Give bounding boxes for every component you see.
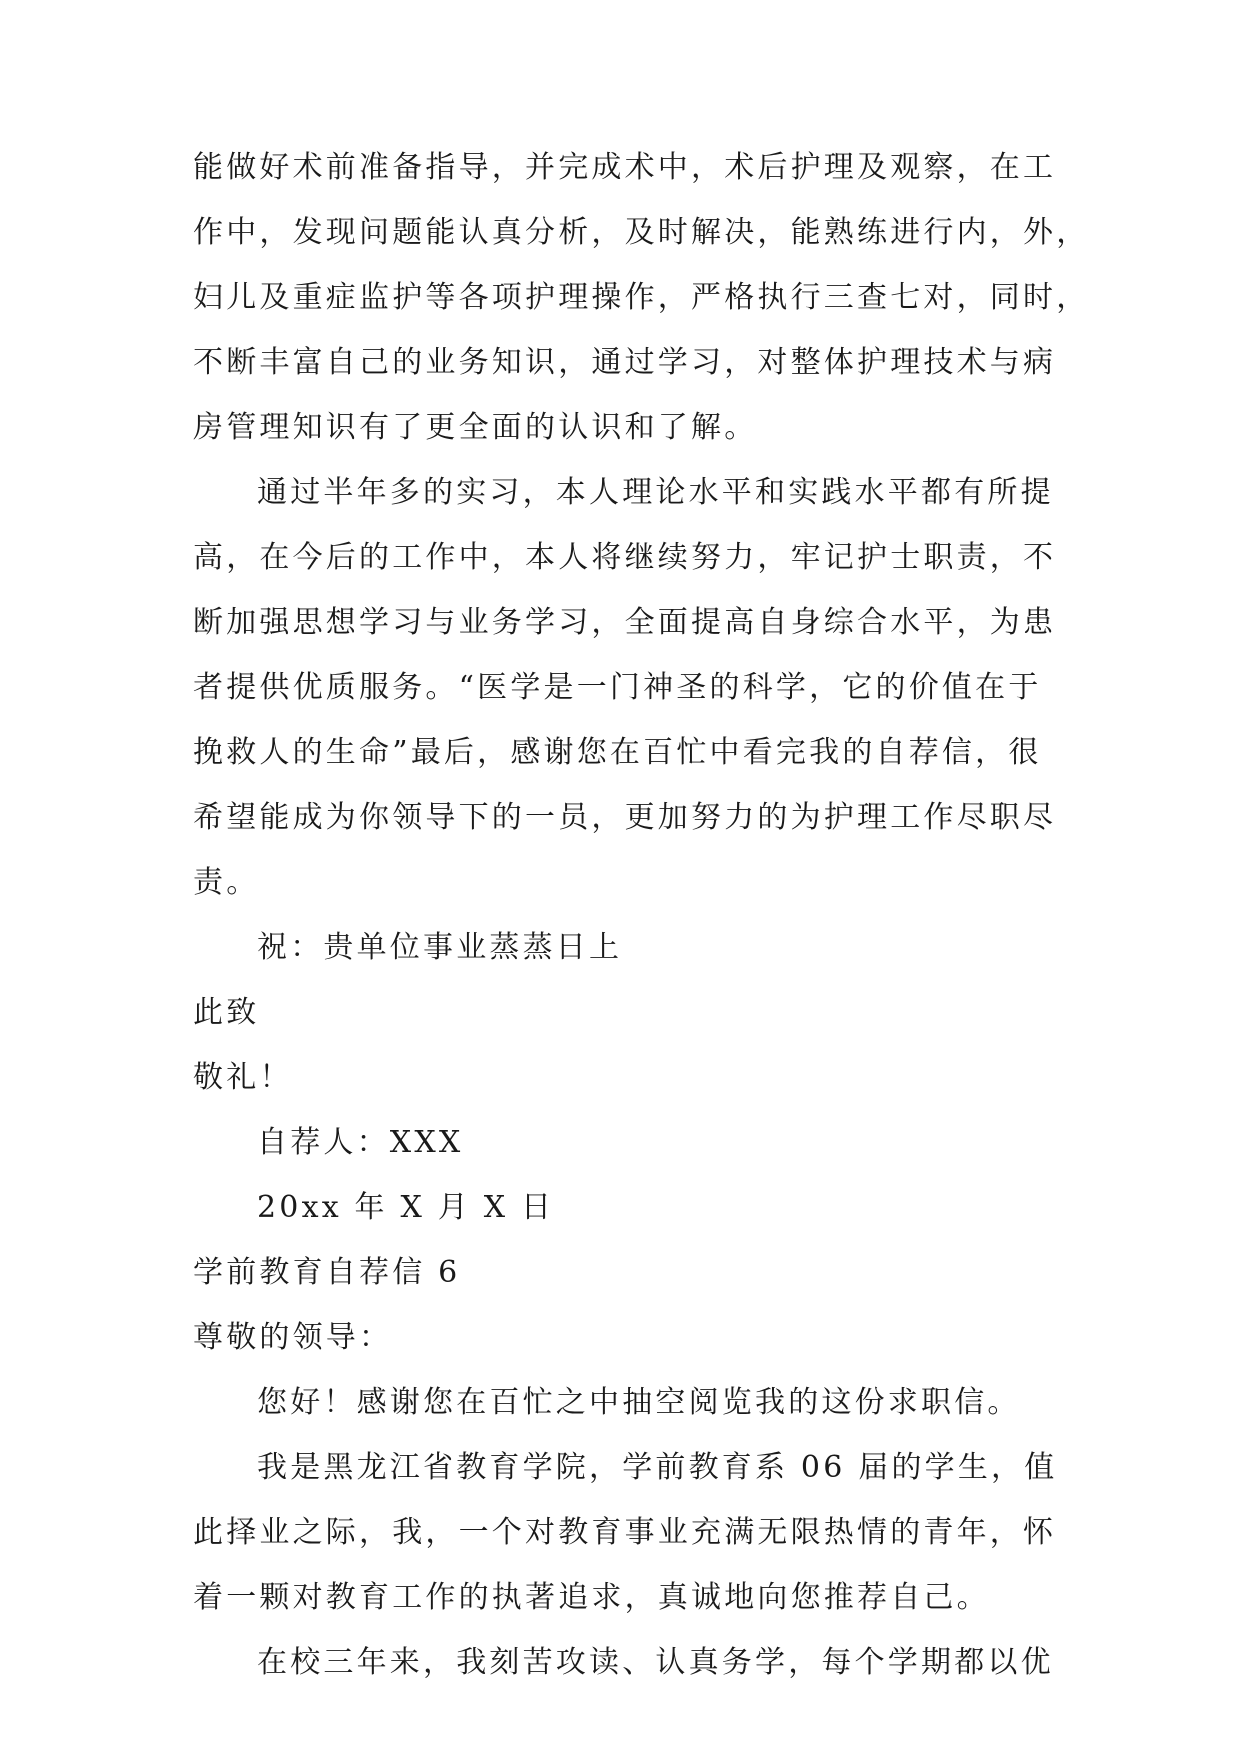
paragraph-line: 通过半年多的实习，本人理论水平和实践水平都有所提	[257, 475, 1054, 510]
paragraph-line: 不断丰富自己的业务知识，通过学习，对整体护理技术与病	[193, 345, 1057, 380]
paragraph-line: 此择业之际，我，一个对教育事业充满无限热情的青年，怀	[193, 1515, 1057, 1550]
signature: 自荐人：XXX	[257, 1125, 464, 1160]
paragraph-line: 能做好术前准备指导，并完成术中，术后护理及观察，在工	[193, 150, 1057, 185]
paragraph-line: 责。	[193, 865, 260, 900]
paragraph-line: 房管理知识有了更全面的认识和了解。	[193, 410, 758, 445]
paragraph-line: 我是黑龙江省教育学院，学前教育系 06 届的学生，值	[257, 1450, 1058, 1485]
paragraph-line: 妇儿及重症监护等各项护理操作，严格执行三查七对，同时，	[193, 280, 1090, 315]
greeting: 尊敬的领导：	[193, 1320, 393, 1355]
paragraph-line: 希望能成为你领导下的一员，更加努力的为护理工作尽职尽	[193, 800, 1057, 835]
paragraph-line: 着一颗对教育工作的执著追求，真诚地向您推荐自己。	[193, 1580, 990, 1615]
paragraph-line: 者提供优质服务。“医学是一门神圣的科学，它的价值在于	[193, 670, 1042, 705]
closing-salutation: 此致	[193, 995, 260, 1030]
paragraph-line: 断加强思想学习与业务学习，全面提高自身综合水平，为患	[193, 605, 1057, 640]
date-line: 20xx 年 X 月 X 日	[257, 1190, 555, 1225]
paragraph-line: 您好！感谢您在百忙之中抽空阅览我的这份求职信。	[257, 1385, 1021, 1420]
paragraph-line: 挽救人的生命”最后，感谢您在百忙中看完我的自荐信，很	[193, 735, 1042, 770]
document-body	[193, 135, 1090, 1695]
paragraph-line: 作中，发现问题能认真分析，及时解决，能熟练进行内，外，	[193, 215, 1090, 250]
paragraph-line: 高，在今后的工作中，本人将继续努力，牢记护士职责，不	[193, 540, 1057, 575]
paragraph-line: 在校三年来，我刻苦攻读、认真务学，每个学期都以优	[257, 1645, 1054, 1680]
section-title: 学前教育自荐信 6	[193, 1255, 461, 1290]
closing-salutation: 敬礼！	[193, 1060, 293, 1095]
closing-wish: 祝：贵单位事业蒸蒸日上	[257, 930, 623, 965]
